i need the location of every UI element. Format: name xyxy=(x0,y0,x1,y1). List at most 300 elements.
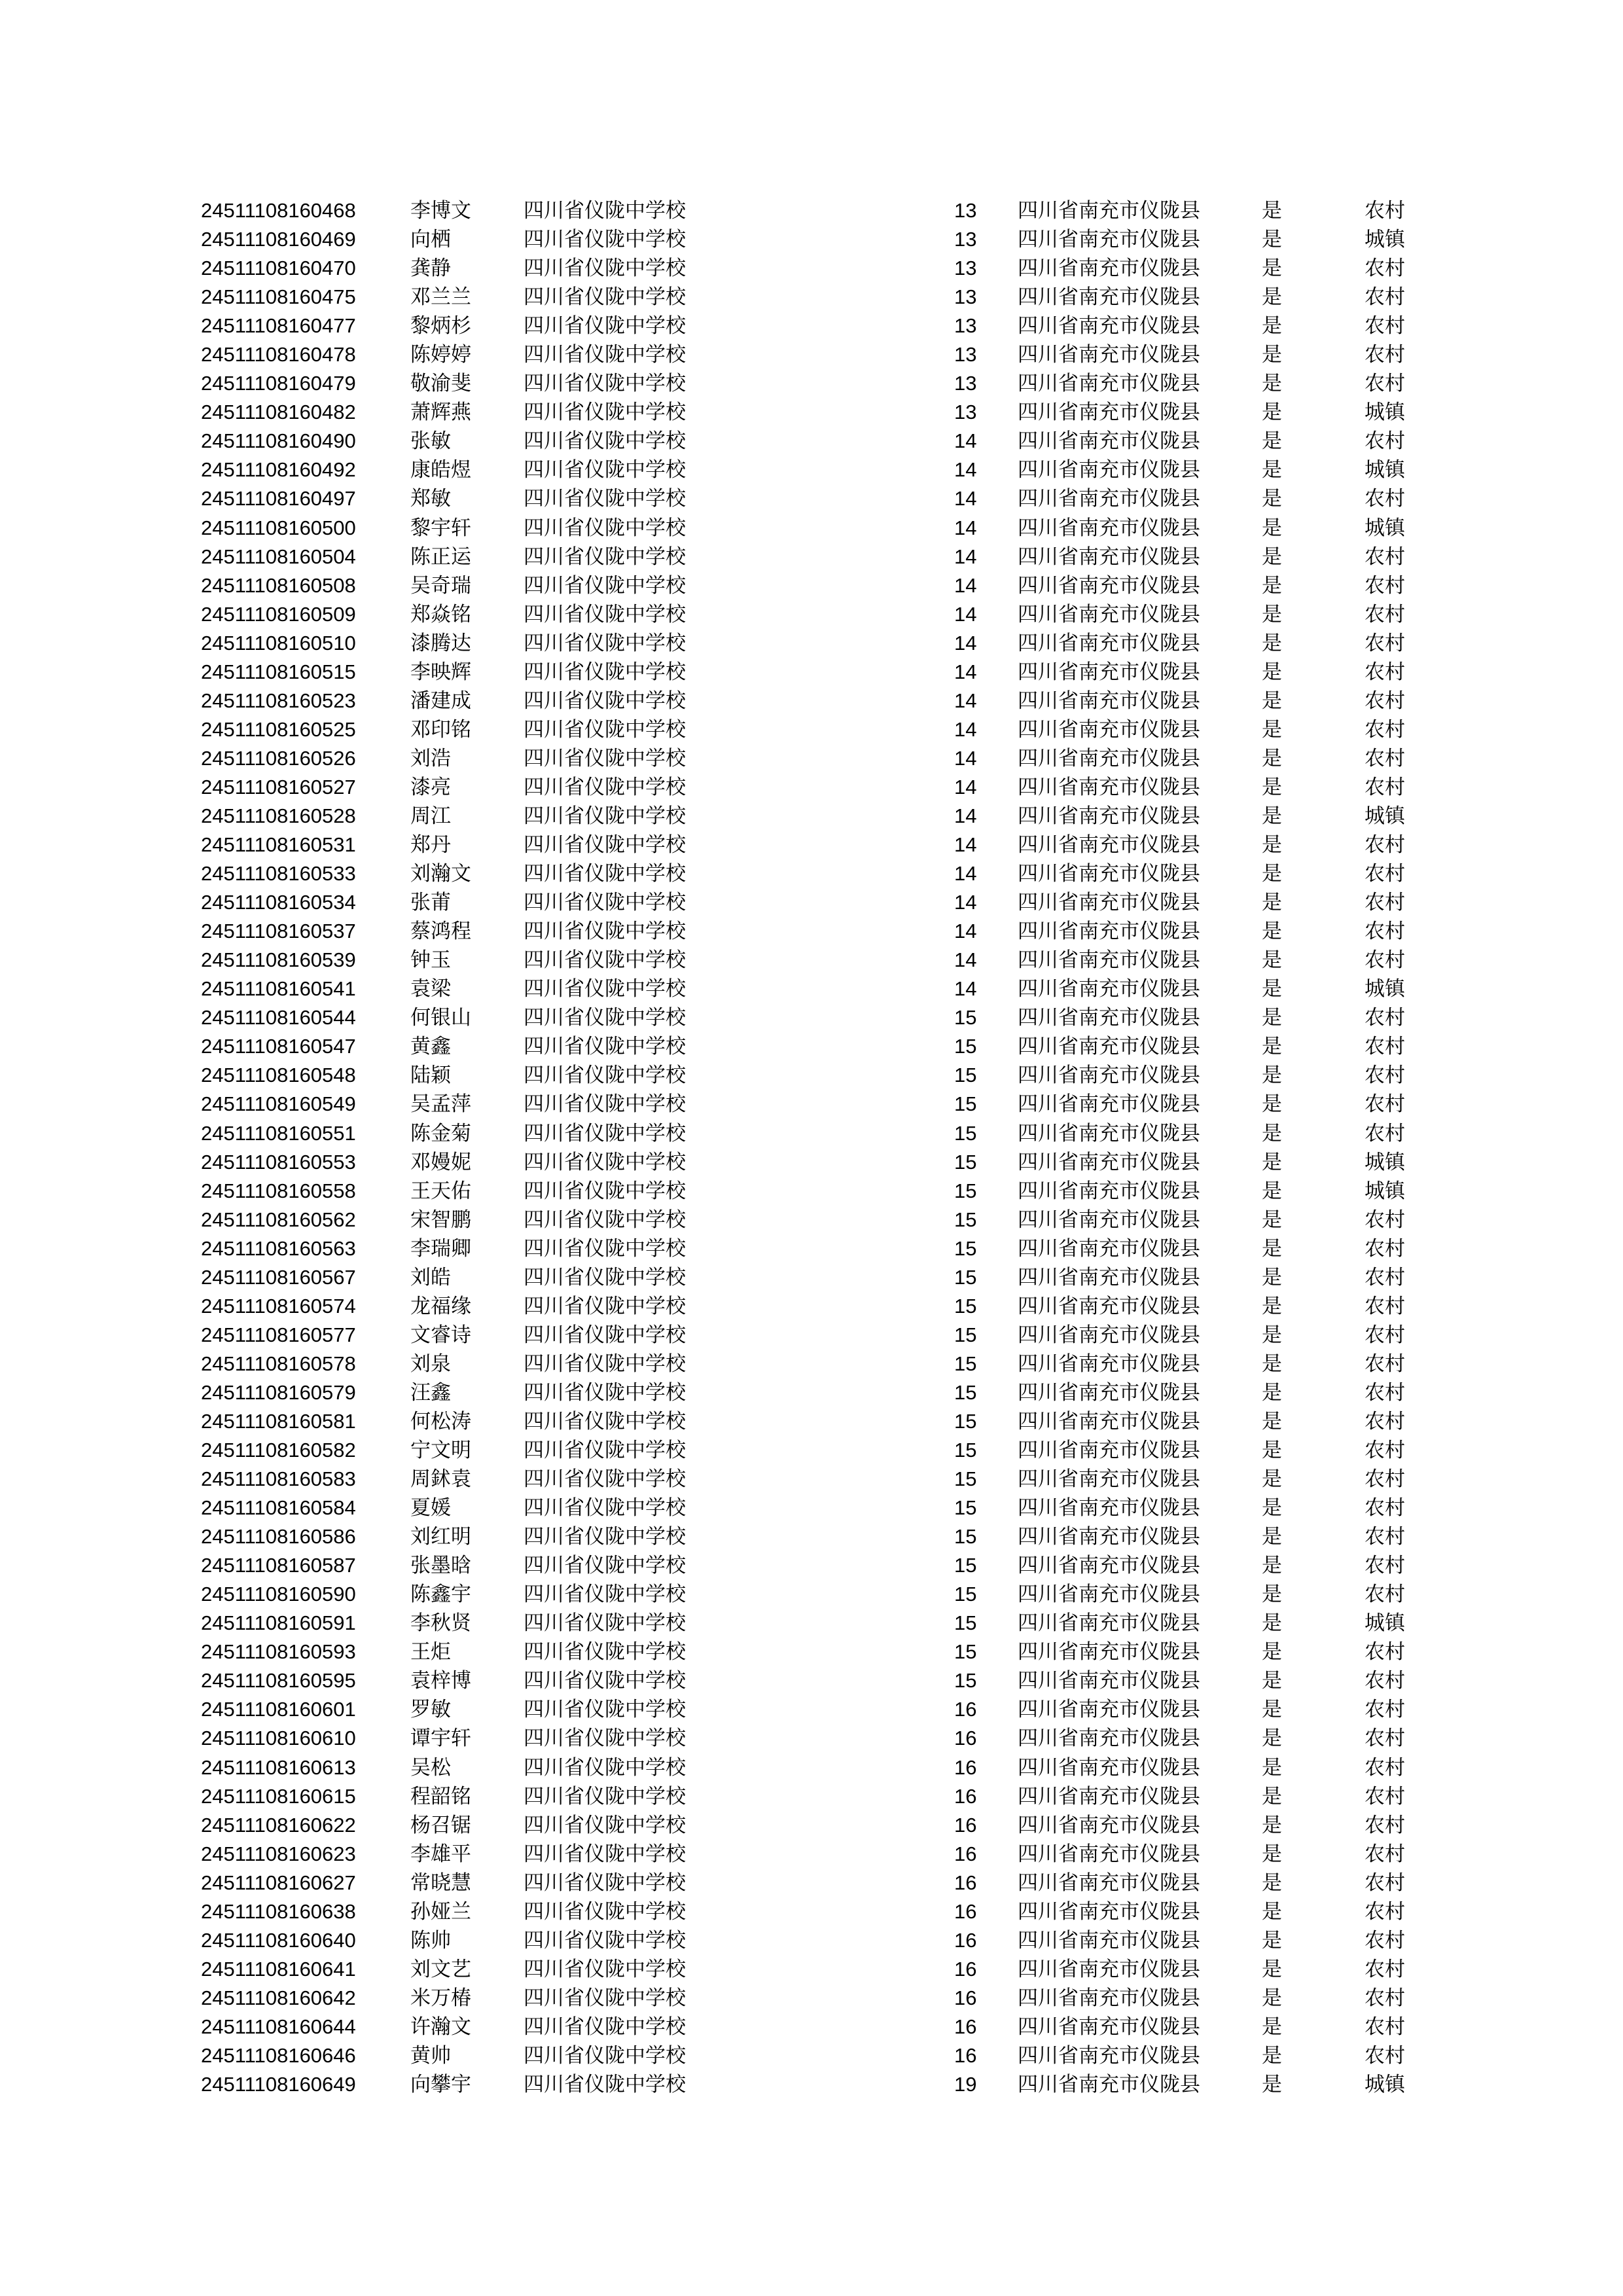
region-cell: 四川省南充市仪陇县 xyxy=(1018,545,1200,569)
region-cell: 四川省南充市仪陇县 xyxy=(1018,833,1200,857)
region-cell: 四川省南充市仪陇县 xyxy=(1018,1957,1200,1981)
student-name-cell: 李映辉 xyxy=(410,660,471,684)
flag-cell: 是 xyxy=(1262,1669,1282,1693)
flag-cell: 是 xyxy=(1262,717,1282,742)
table-row xyxy=(0,600,1623,629)
school-cell: 四川省仪陇中学校 xyxy=(524,1294,686,1318)
region-cell: 四川省南充市仪陇县 xyxy=(1018,1150,1200,1174)
table-row xyxy=(0,1984,1623,2013)
student-id-cell: 24511108160478 xyxy=(201,343,356,367)
table-row xyxy=(0,917,1623,946)
table-row xyxy=(0,1955,1623,1984)
table-row xyxy=(0,1436,1623,1465)
region-cell: 四川省南充市仪陇县 xyxy=(1018,429,1200,454)
flag-cell: 是 xyxy=(1262,1006,1282,1030)
flag-cell: 是 xyxy=(1262,1698,1282,1722)
flag-cell: 是 xyxy=(1262,1150,1282,1174)
age-cell: 14 xyxy=(954,920,977,943)
student-id-cell: 24511108160601 xyxy=(201,1698,356,1721)
table-row xyxy=(0,658,1623,687)
school-cell: 四川省仪陇中学校 xyxy=(524,257,686,281)
table-row xyxy=(0,1869,1623,1897)
residence-type-cell: 城镇 xyxy=(1364,516,1405,540)
student-id-cell: 24511108160515 xyxy=(201,660,356,683)
residence-type-cell: 农村 xyxy=(1364,429,1405,454)
school-cell: 四川省仪陇中学校 xyxy=(524,1957,686,1981)
flag-cell: 是 xyxy=(1262,1928,1282,1952)
age-cell: 14 xyxy=(954,602,977,626)
region-cell: 四川省南充市仪陇县 xyxy=(1018,1813,1200,1837)
school-cell: 四川省仪陇中学校 xyxy=(524,285,686,310)
flag-cell: 是 xyxy=(1262,891,1282,915)
table-row xyxy=(0,254,1623,283)
student-name-cell: 康皓煜 xyxy=(410,458,471,482)
student-id-cell: 24511108160591 xyxy=(201,1611,356,1635)
age-cell: 14 xyxy=(954,660,977,683)
age-cell: 15 xyxy=(954,1669,977,1693)
student-id-cell: 24511108160541 xyxy=(201,977,356,1001)
school-cell: 四川省仪陇中学校 xyxy=(524,1813,686,1837)
school-cell: 四川省仪陇中学校 xyxy=(524,458,686,482)
region-cell: 四川省南充市仪陇县 xyxy=(1018,228,1200,252)
student-name-cell: 敬渝斐 xyxy=(410,372,471,396)
region-cell: 四川省南充市仪陇县 xyxy=(1018,1121,1200,1145)
region-cell: 四川省南充市仪陇县 xyxy=(1018,717,1200,742)
region-cell: 四川省南充市仪陇县 xyxy=(1018,1496,1200,1520)
residence-type-cell: 农村 xyxy=(1364,1352,1405,1376)
student-name-cell: 张莆 xyxy=(410,891,451,915)
residence-type-cell: 农村 xyxy=(1364,1554,1405,1578)
school-cell: 四川省仪陇中学校 xyxy=(524,1409,686,1433)
student-id-cell: 24511108160574 xyxy=(201,1294,356,1318)
residence-type-cell: 农村 xyxy=(1364,602,1405,626)
student-id-cell: 24511108160510 xyxy=(201,631,356,655)
region-cell: 四川省南充市仪陇县 xyxy=(1018,920,1200,944)
student-id-cell: 24511108160509 xyxy=(201,602,356,626)
residence-type-cell: 农村 xyxy=(1364,948,1405,973)
residence-type-cell: 农村 xyxy=(1364,314,1405,338)
residence-type-cell: 农村 xyxy=(1364,1698,1405,1722)
flag-cell: 是 xyxy=(1262,1525,1282,1549)
residence-type-cell: 农村 xyxy=(1364,1121,1405,1145)
student-id-cell: 24511108160558 xyxy=(201,1179,356,1202)
table-row xyxy=(0,196,1623,225)
school-cell: 四川省仪陇中学校 xyxy=(524,1755,686,1780)
student-name-cell: 蔡鸿程 xyxy=(410,920,471,944)
age-cell: 15 xyxy=(954,1179,977,1202)
region-cell: 四川省南充市仪陇县 xyxy=(1018,401,1200,425)
table-row xyxy=(0,975,1623,1003)
student-id-cell: 24511108160475 xyxy=(201,285,356,309)
table-row xyxy=(0,1177,1623,1206)
student-name-cell: 杨召锯 xyxy=(410,1813,471,1837)
school-cell: 四川省仪陇中学校 xyxy=(524,1698,686,1722)
table-row xyxy=(0,1666,1623,1695)
student-name-cell: 谭宇轩 xyxy=(410,1727,471,1751)
student-name-cell: 黎炳杉 xyxy=(410,314,471,338)
student-name-cell: 邓嫚妮 xyxy=(410,1150,471,1174)
residence-type-cell: 农村 xyxy=(1364,2015,1405,2039)
age-cell: 14 xyxy=(954,689,977,712)
school-cell: 四川省仪陇中学校 xyxy=(524,631,686,655)
student-id-cell: 24511108160579 xyxy=(201,1380,356,1404)
student-name-cell: 刘红明 xyxy=(410,1525,471,1549)
student-id-cell: 24511108160497 xyxy=(201,487,356,511)
flag-cell: 是 xyxy=(1262,372,1282,396)
student-id-cell: 24511108160642 xyxy=(201,1986,356,2009)
region-cell: 四川省南充市仪陇县 xyxy=(1018,1467,1200,1492)
region-cell: 四川省南充市仪陇县 xyxy=(1018,631,1200,655)
student-name-cell: 陈金菊 xyxy=(410,1121,471,1145)
flag-cell: 是 xyxy=(1262,1784,1282,1808)
table-row xyxy=(0,888,1623,917)
school-cell: 四川省仪陇中学校 xyxy=(524,602,686,626)
age-cell: 16 xyxy=(954,1755,977,1779)
table-row xyxy=(0,369,1623,398)
residence-type-cell: 农村 xyxy=(1364,545,1405,569)
table-row xyxy=(0,571,1623,600)
student-name-cell: 李雄平 xyxy=(410,1842,471,1866)
age-cell: 16 xyxy=(954,1871,977,1894)
student-name-cell: 钟玉 xyxy=(410,948,451,973)
student-id-cell: 24511108160590 xyxy=(201,1583,356,1606)
student-id-cell: 24511108160646 xyxy=(201,2044,356,2067)
student-name-cell: 郑焱铭 xyxy=(410,602,471,626)
age-cell: 15 xyxy=(954,1150,977,1174)
flag-cell: 是 xyxy=(1262,228,1282,252)
student-id-cell: 24511108160563 xyxy=(201,1236,356,1260)
school-cell: 四川省仪陇中学校 xyxy=(524,401,686,425)
table-row xyxy=(0,1494,1623,1522)
school-cell: 四川省仪陇中学校 xyxy=(524,1784,686,1808)
school-cell: 四川省仪陇中学校 xyxy=(524,1986,686,2010)
age-cell: 16 xyxy=(954,1813,977,1837)
age-cell: 16 xyxy=(954,1928,977,1952)
student-id-cell: 24511108160581 xyxy=(201,1409,356,1433)
student-id-cell: 24511108160544 xyxy=(201,1006,356,1030)
table-row xyxy=(0,1926,1623,1955)
residence-type-cell: 农村 xyxy=(1364,717,1405,742)
table-row xyxy=(0,1840,1623,1869)
residence-type-cell: 农村 xyxy=(1364,1813,1405,1837)
school-cell: 四川省仪陇中学校 xyxy=(524,862,686,886)
roster-table xyxy=(0,196,1623,2099)
school-cell: 四川省仪陇中学校 xyxy=(524,1179,686,1203)
student-id-cell: 24511108160537 xyxy=(201,920,356,943)
region-cell: 四川省南充市仪陇县 xyxy=(1018,199,1200,223)
student-name-cell: 吴奇瑞 xyxy=(410,573,471,598)
flag-cell: 是 xyxy=(1262,1439,1282,1463)
school-cell: 四川省仪陇中学校 xyxy=(524,1467,686,1492)
residence-type-cell: 农村 xyxy=(1364,746,1405,770)
residence-type-cell: 农村 xyxy=(1364,1496,1405,1520)
student-name-cell: 向攀宇 xyxy=(410,2073,471,2097)
school-cell: 四川省仪陇中学校 xyxy=(524,573,686,598)
student-id-cell: 24511108160613 xyxy=(201,1755,356,1779)
region-cell: 四川省南充市仪陇县 xyxy=(1018,1755,1200,1780)
student-id-cell: 24511108160534 xyxy=(201,891,356,914)
table-row xyxy=(0,312,1623,340)
age-cell: 13 xyxy=(954,285,977,309)
age-cell: 15 xyxy=(954,1409,977,1433)
table-row xyxy=(0,1580,1623,1609)
age-cell: 15 xyxy=(954,1496,977,1520)
school-cell: 四川省仪陇中学校 xyxy=(524,891,686,915)
student-name-cell: 陆颖 xyxy=(410,1064,451,1088)
table-row xyxy=(0,1724,1623,1753)
school-cell: 四川省仪陇中学校 xyxy=(524,372,686,396)
age-cell: 15 xyxy=(954,1583,977,1606)
school-cell: 四川省仪陇中学校 xyxy=(524,977,686,1001)
student-name-cell: 刘文艺 xyxy=(410,1957,471,1981)
school-cell: 四川省仪陇中学校 xyxy=(524,717,686,742)
flag-cell: 是 xyxy=(1262,775,1282,799)
residence-type-cell: 农村 xyxy=(1364,1842,1405,1866)
school-cell: 四川省仪陇中学校 xyxy=(524,1352,686,1376)
residence-type-cell: 农村 xyxy=(1364,1986,1405,2010)
age-cell: 15 xyxy=(954,1092,977,1116)
school-cell: 四川省仪陇中学校 xyxy=(524,1150,686,1174)
student-name-cell: 米万椿 xyxy=(410,1986,471,2010)
flag-cell: 是 xyxy=(1262,1554,1282,1578)
table-row xyxy=(0,2070,1623,2099)
student-name-cell: 汪鑫 xyxy=(410,1380,451,1405)
age-cell: 15 xyxy=(954,1525,977,1549)
age-cell: 15 xyxy=(954,1294,977,1318)
residence-type-cell: 农村 xyxy=(1364,487,1405,511)
flag-cell: 是 xyxy=(1262,1899,1282,1924)
flag-cell: 是 xyxy=(1262,804,1282,828)
student-id-cell: 24511108160640 xyxy=(201,1928,356,1952)
region-cell: 四川省南充市仪陇县 xyxy=(1018,977,1200,1001)
age-cell: 16 xyxy=(954,2044,977,2067)
student-name-cell: 黄鑫 xyxy=(410,1035,451,1059)
student-id-cell: 24511108160623 xyxy=(201,1842,356,1865)
residence-type-cell: 城镇 xyxy=(1364,1611,1405,1636)
flag-cell: 是 xyxy=(1262,660,1282,684)
flag-cell: 是 xyxy=(1262,602,1282,626)
table-row xyxy=(0,1148,1623,1177)
age-cell: 14 xyxy=(954,977,977,1001)
table-row xyxy=(0,1032,1623,1061)
region-cell: 四川省南充市仪陇县 xyxy=(1018,862,1200,886)
school-cell: 四川省仪陇中学校 xyxy=(524,1611,686,1636)
student-id-cell: 24511108160551 xyxy=(201,1121,356,1145)
residence-type-cell: 农村 xyxy=(1364,199,1405,223)
table-row xyxy=(0,802,1623,831)
flag-cell: 是 xyxy=(1262,1611,1282,1636)
student-name-cell: 许瀚文 xyxy=(410,2015,471,2039)
flag-cell: 是 xyxy=(1262,920,1282,944)
residence-type-cell: 城镇 xyxy=(1364,228,1405,252)
student-name-cell: 周鉥袁 xyxy=(410,1467,471,1492)
table-row xyxy=(0,1753,1623,1782)
region-cell: 四川省南充市仪陇县 xyxy=(1018,660,1200,684)
student-id-cell: 24511108160482 xyxy=(201,401,356,424)
student-id-cell: 24511108160586 xyxy=(201,1525,356,1549)
student-id-cell: 24511108160649 xyxy=(201,2073,356,2096)
student-id-cell: 24511108160479 xyxy=(201,372,356,395)
student-id-cell: 24511108160528 xyxy=(201,804,356,827)
table-row xyxy=(0,687,1623,715)
student-name-cell: 程韶铭 xyxy=(410,1784,471,1808)
student-name-cell: 李博文 xyxy=(410,199,471,223)
school-cell: 四川省仪陇中学校 xyxy=(524,2073,686,2097)
table-row xyxy=(0,1638,1623,1666)
table-row xyxy=(0,398,1623,427)
flag-cell: 是 xyxy=(1262,257,1282,281)
student-name-cell: 陈婷婷 xyxy=(410,343,471,367)
student-id-cell: 24511108160593 xyxy=(201,1640,356,1664)
region-cell: 四川省南充市仪陇县 xyxy=(1018,1986,1200,2010)
student-name-cell: 黎宇轩 xyxy=(410,516,471,540)
student-name-cell: 宋智鹏 xyxy=(410,1208,471,1232)
age-cell: 14 xyxy=(954,804,977,827)
region-cell: 四川省南充市仪陇县 xyxy=(1018,1611,1200,1636)
school-cell: 四川省仪陇中学校 xyxy=(524,2015,686,2039)
age-cell: 13 xyxy=(954,199,977,222)
region-cell: 四川省南充市仪陇县 xyxy=(1018,1409,1200,1433)
school-cell: 四川省仪陇中学校 xyxy=(524,1323,686,1347)
student-id-cell: 24511108160584 xyxy=(201,1496,356,1520)
age-cell: 14 xyxy=(954,746,977,770)
student-id-cell: 24511108160469 xyxy=(201,228,356,251)
school-cell: 四川省仪陇中学校 xyxy=(524,746,686,770)
student-name-cell: 邓印铭 xyxy=(410,717,471,742)
region-cell: 四川省南充市仪陇县 xyxy=(1018,1380,1200,1405)
residence-type-cell: 农村 xyxy=(1364,1294,1405,1318)
age-cell: 14 xyxy=(954,833,977,857)
age-cell: 16 xyxy=(954,1957,977,1981)
student-name-cell: 陈帅 xyxy=(410,1928,451,1952)
region-cell: 四川省南充市仪陇县 xyxy=(1018,257,1200,281)
table-row xyxy=(0,859,1623,888)
flag-cell: 是 xyxy=(1262,746,1282,770)
school-cell: 四川省仪陇中学校 xyxy=(524,1496,686,1520)
flag-cell: 是 xyxy=(1262,401,1282,425)
table-row xyxy=(0,225,1623,254)
table-row xyxy=(0,715,1623,744)
flag-cell: 是 xyxy=(1262,573,1282,598)
age-cell: 15 xyxy=(954,1352,977,1375)
student-name-cell: 陈正运 xyxy=(410,545,471,569)
age-cell: 14 xyxy=(954,545,977,568)
school-cell: 四川省仪陇中学校 xyxy=(524,1842,686,1866)
residence-type-cell: 农村 xyxy=(1364,1092,1405,1117)
flag-cell: 是 xyxy=(1262,631,1282,655)
residence-type-cell: 农村 xyxy=(1364,257,1405,281)
student-id-cell: 24511108160553 xyxy=(201,1150,356,1174)
flag-cell: 是 xyxy=(1262,314,1282,338)
flag-cell: 是 xyxy=(1262,833,1282,857)
table-row xyxy=(0,1522,1623,1551)
table-row xyxy=(0,1263,1623,1292)
school-cell: 四川省仪陇中学校 xyxy=(524,948,686,973)
age-cell: 15 xyxy=(954,1323,977,1346)
student-name-cell: 张敏 xyxy=(410,429,451,454)
flag-cell: 是 xyxy=(1262,516,1282,540)
school-cell: 四川省仪陇中学校 xyxy=(524,775,686,799)
residence-type-cell: 城镇 xyxy=(1364,977,1405,1001)
flag-cell: 是 xyxy=(1262,285,1282,310)
student-name-cell: 潘建成 xyxy=(410,689,471,713)
student-name-cell: 龙福缘 xyxy=(410,1294,471,1318)
residence-type-cell: 农村 xyxy=(1364,1380,1405,1405)
residence-type-cell: 农村 xyxy=(1364,573,1405,598)
table-row xyxy=(0,514,1623,543)
region-cell: 四川省南充市仪陇县 xyxy=(1018,746,1200,770)
region-cell: 四川省南充市仪陇县 xyxy=(1018,1727,1200,1751)
residence-type-cell: 城镇 xyxy=(1364,1179,1405,1203)
student-id-cell: 24511108160531 xyxy=(201,833,356,857)
school-cell: 四川省仪陇中学校 xyxy=(524,1236,686,1261)
region-cell: 四川省南充市仪陇县 xyxy=(1018,804,1200,828)
region-cell: 四川省南充市仪陇县 xyxy=(1018,2073,1200,2097)
residence-type-cell: 农村 xyxy=(1364,1957,1405,1981)
region-cell: 四川省南充市仪陇县 xyxy=(1018,1640,1200,1664)
table-row xyxy=(0,1811,1623,1840)
age-cell: 14 xyxy=(954,891,977,914)
residence-type-cell: 农村 xyxy=(1364,1265,1405,1289)
age-cell: 16 xyxy=(954,1727,977,1750)
region-cell: 四川省南充市仪陇县 xyxy=(1018,1092,1200,1117)
table-row xyxy=(0,543,1623,571)
age-cell: 14 xyxy=(954,717,977,741)
region-cell: 四川省南充市仪陇县 xyxy=(1018,1554,1200,1578)
age-cell: 16 xyxy=(954,1698,977,1721)
student-id-cell: 24511108160525 xyxy=(201,717,356,741)
student-id-cell: 24511108160523 xyxy=(201,689,356,712)
flag-cell: 是 xyxy=(1262,1035,1282,1059)
age-cell: 14 xyxy=(954,429,977,453)
table-row xyxy=(0,1003,1623,1032)
table-row xyxy=(0,744,1623,773)
student-name-cell: 黄帅 xyxy=(410,2044,451,2068)
table-row xyxy=(0,629,1623,658)
region-cell: 四川省南充市仪陇县 xyxy=(1018,1439,1200,1463)
residence-type-cell: 农村 xyxy=(1364,1928,1405,1952)
student-id-cell: 24511108160527 xyxy=(201,775,356,798)
region-cell: 四川省南充市仪陇县 xyxy=(1018,1265,1200,1289)
age-cell: 13 xyxy=(954,314,977,338)
region-cell: 四川省南充市仪陇县 xyxy=(1018,1064,1200,1088)
student-id-cell: 24511108160477 xyxy=(201,314,356,338)
age-cell: 15 xyxy=(954,1640,977,1664)
student-id-cell: 24511108160562 xyxy=(201,1208,356,1231)
flag-cell: 是 xyxy=(1262,1496,1282,1520)
student-name-cell: 刘浩 xyxy=(410,746,451,770)
age-cell: 15 xyxy=(954,1467,977,1491)
student-name-cell: 吴孟萍 xyxy=(410,1092,471,1117)
school-cell: 四川省仪陇中学校 xyxy=(524,1439,686,1463)
flag-cell: 是 xyxy=(1262,1323,1282,1347)
age-cell: 15 xyxy=(954,1611,977,1635)
age-cell: 16 xyxy=(954,1842,977,1865)
student-id-cell: 24511108160500 xyxy=(201,516,356,539)
table-row xyxy=(0,2013,1623,2041)
student-name-cell: 文睿诗 xyxy=(410,1323,471,1347)
residence-type-cell: 农村 xyxy=(1364,1871,1405,1895)
residence-type-cell: 农村 xyxy=(1364,775,1405,799)
region-cell: 四川省南充市仪陇县 xyxy=(1018,1006,1200,1030)
residence-type-cell: 农村 xyxy=(1364,689,1405,713)
student-name-cell: 王炬 xyxy=(410,1640,451,1664)
flag-cell: 是 xyxy=(1262,199,1282,223)
student-id-cell: 24511108160583 xyxy=(201,1467,356,1491)
student-name-cell: 刘皓 xyxy=(410,1265,451,1289)
age-cell: 13 xyxy=(954,343,977,367)
age-cell: 14 xyxy=(954,573,977,597)
